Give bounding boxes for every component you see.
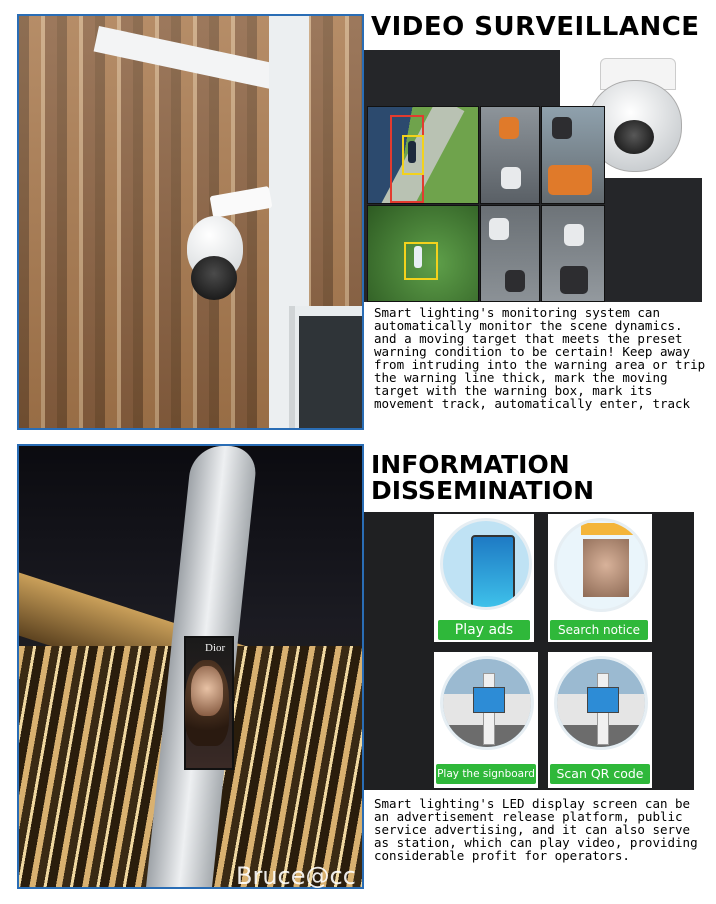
signboard-image <box>440 656 534 750</box>
car <box>552 117 572 139</box>
camera-lens <box>191 256 237 300</box>
play-signboard-button[interactable]: Play the signboard <box>436 764 536 784</box>
scan-qr-button[interactable]: Scan QR code <box>550 764 650 784</box>
watermark: Bruce@cc <box>236 862 356 890</box>
search-notice-card <box>548 514 652 642</box>
scan-qr-image <box>554 656 648 750</box>
information-dissemination-description: Smart lighting's LED display screen can be an advertisement release platform, public service advertising, and it can also serve as station, which can play video, providing considerable profit for operators. <box>374 796 698 863</box>
qr-signboard <box>587 687 619 713</box>
information-collage <box>364 512 694 790</box>
pole-screen <box>299 316 364 430</box>
road-tile-1 <box>480 205 540 302</box>
search-notice-button[interactable]: Search notice <box>550 620 648 640</box>
traffic-tile-1 <box>480 106 540 204</box>
search-notice-image <box>554 518 648 612</box>
information-title: INFORMATION <box>371 450 570 479</box>
video-surveillance-description: Smart lighting's monitoring system can automatically monitor the scene dynamics. and a moving target that meets the preset warning condition to be certain! Keep away from intruding into the warning area or trip the warning line thick, mark the moving target with the warning box, mark its movement track, automatically enter, track <box>374 305 706 411</box>
dissemination-title: DISSEMINATION <box>371 476 595 505</box>
notice-portrait <box>583 539 629 597</box>
car <box>548 165 592 195</box>
car <box>564 224 584 246</box>
led-pole-photo <box>17 444 364 889</box>
play-signboard-card <box>434 652 538 788</box>
surveillance-camera-photo <box>17 14 364 430</box>
play-ads-image <box>440 518 532 610</box>
car <box>489 218 509 240</box>
dome-camera-lens <box>614 120 654 154</box>
play-ads-card <box>434 514 534 642</box>
riverside-tracking-tile <box>367 106 479 204</box>
road-tile-2 <box>541 205 605 302</box>
traffic-tile-2 <box>541 106 605 204</box>
field-tracking-tile <box>367 205 479 302</box>
scan-qr-card <box>548 652 652 788</box>
street-signboard <box>473 687 505 713</box>
ad-brand-label: Dior <box>205 642 226 654</box>
play-ads-button[interactable]: Play ads <box>438 620 530 640</box>
person-figure <box>414 246 422 268</box>
car <box>501 167 521 189</box>
ad-model-face <box>191 666 223 716</box>
surveillance-collage <box>364 50 702 302</box>
car <box>505 270 525 292</box>
target-box <box>402 135 424 175</box>
video-surveillance-title: VIDEO SURVEILLANCE <box>371 12 700 42</box>
car <box>560 266 588 294</box>
notice-header <box>581 523 637 535</box>
car <box>499 117 519 139</box>
phone-ad <box>471 535 515 609</box>
